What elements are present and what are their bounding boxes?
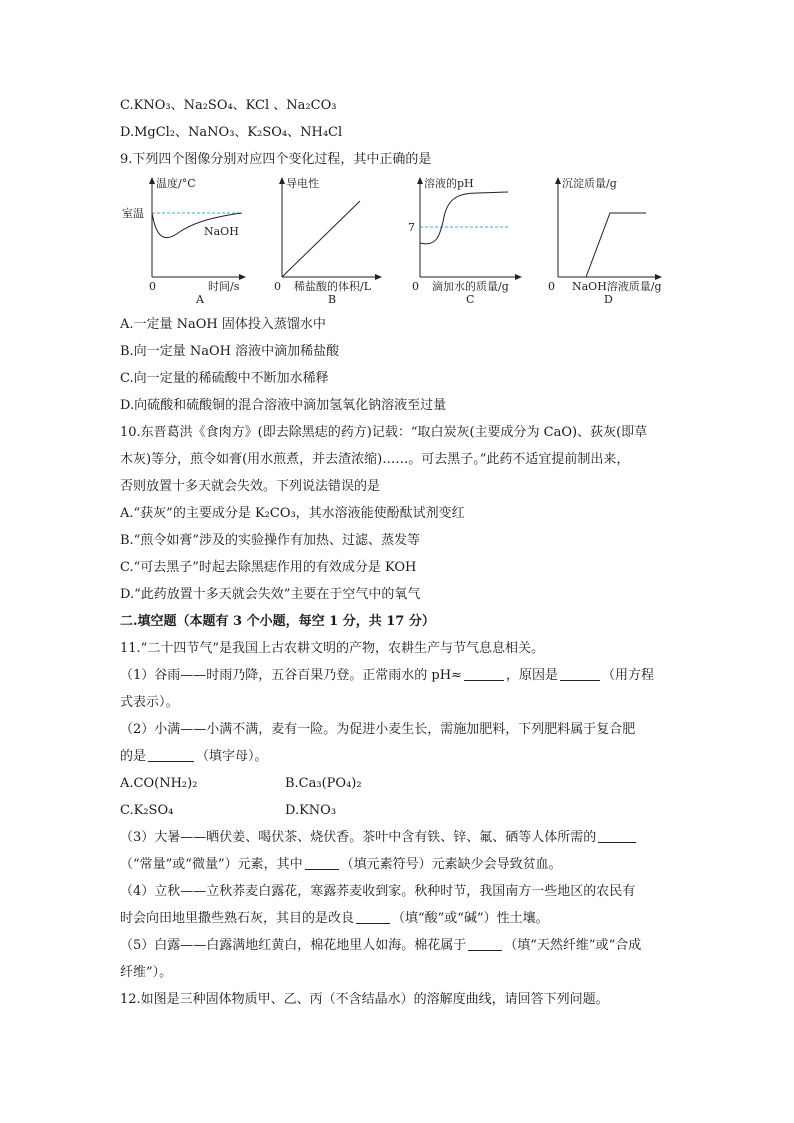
q11-part5-cont: 纤维”）。 xyxy=(120,965,173,980)
graph-c-ylabel: 溶液的pH xyxy=(424,177,474,190)
q9-option-b: B.向一定量 NaOH 溶液中滴加稀盐酸 xyxy=(120,344,340,359)
graph-c-svg xyxy=(400,175,540,305)
graph-d xyxy=(538,175,678,305)
q9-graphs xyxy=(120,175,680,305)
answer-blank-fiber[interactable] xyxy=(468,936,502,951)
q11-option-b: B.Ca₃(PO₄)₂ xyxy=(285,776,362,791)
graph-b-svg xyxy=(260,175,400,305)
graph-a-letter: A xyxy=(196,293,204,305)
q11-p3-text-b: （“常量”或“微量”）元素，其中 xyxy=(120,857,303,872)
graph-d-origin: 0 xyxy=(548,280,555,293)
answer-blank-fertilizer[interactable] xyxy=(148,747,194,762)
answer-blank-element-symbol[interactable] xyxy=(305,855,339,870)
answer-blank-ph[interactable] xyxy=(464,666,504,681)
answer-blank-soil[interactable] xyxy=(356,909,390,924)
q11-p5-text-b: （填“天然纤维”或“合成 xyxy=(504,938,642,953)
q11-part2-cont xyxy=(120,743,680,770)
q10-option-d: D.“此药放置十多天就会失效”主要在于空气中的氧气 xyxy=(120,587,421,602)
graph-c-ref-label: 7 xyxy=(408,221,415,234)
graph-d-svg xyxy=(538,175,680,305)
graph-a xyxy=(120,175,260,305)
q11-part3-cont xyxy=(120,851,680,878)
q9-option-d: D.向硫酸和硫酸铜的混合溶液中滴加氢氧化钠溶液至过量 xyxy=(120,398,447,413)
q11-p2-text-b: 的是 xyxy=(120,749,147,764)
q11-option-d: D.KNO₃ xyxy=(285,803,337,818)
q11-p3-text-c: （填元素符号）元素缺少会导致贫血。 xyxy=(340,857,562,872)
q11-p5-text-a: （5）白露——白露满地红黄白，棉花地里人如海。棉花属于 xyxy=(120,938,467,953)
graph-d-xlabel: NaOH溶液质量/g xyxy=(572,280,662,293)
q11-p4-text-b: 时会向田地里撒些熟石灰，其目的是改良 xyxy=(120,911,355,926)
exam-page xyxy=(120,92,680,1013)
q11-part3 xyxy=(120,824,680,851)
q11-part4: （4）立秋——立秋荞麦白露花，寒露荞麦收到家。秋种时节，我国南方一些地区的农民有 xyxy=(120,884,636,899)
q11-p1-text-a: （1）谷雨——时雨乃降，五谷百果乃登。正常雨水的 pH≈ xyxy=(120,668,462,683)
graph-c-origin: 0 xyxy=(412,280,419,293)
graph-a-origin: 0 xyxy=(149,280,156,293)
q11-option-c: C.K₂SO₄ xyxy=(120,803,174,818)
q8-option-d: D.MgCl₂、NaNO₃、K₂SO₄、NH₄Cl xyxy=(120,125,343,140)
q11-option-a: A.CO(NH₂)₂ xyxy=(120,776,198,791)
q11-p1-text-b: ，原因是 xyxy=(505,668,558,683)
graph-a-ylabel: 温度/°C xyxy=(156,177,196,190)
graph-b-origin: 0 xyxy=(274,280,281,293)
section-2-heading: 二.填空题（本题有 3 个小题，每空 1 分，共 17 分） xyxy=(120,614,435,629)
q11-p4-text-c: （填“酸”或“碱”）性土壤。 xyxy=(392,911,549,926)
graph-a-svg xyxy=(120,175,260,305)
q11-p1-text-c: （用方程 xyxy=(601,668,654,683)
q11-options-row2 xyxy=(120,797,680,824)
q11-p2-text-c: （填字母）。 xyxy=(196,749,268,764)
q10-stem-line3: 否则放置十多天就会失效。下列说法错误的是 xyxy=(120,479,381,494)
q11-part2: （2）小满——小满不满，麦有一险。为促进小麦生长，需施加肥料，下列肥料属于复合肥 xyxy=(120,722,636,737)
answer-blank-element-type[interactable] xyxy=(598,828,636,843)
q10-option-c: C.“可去黑子”时起去除黑痣作用的有效成分是 KOH xyxy=(120,560,417,575)
q11-options-row1 xyxy=(120,770,680,797)
q11-part5 xyxy=(120,932,680,959)
q9-option-a: A.一定量 NaOH 固体投入蒸馏水中 xyxy=(120,317,326,332)
q10-option-a: A.“获灰”的主要成分是 K₂CO₃，其水溶液能使酚酞试剂变红 xyxy=(120,506,465,521)
q10-option-b: B.“煎令如膏”涉及的实验操作有加热、过滤、蒸发等 xyxy=(120,533,420,548)
q11-part1-cont: 式表示）。 xyxy=(120,695,179,710)
graph-b xyxy=(260,175,400,305)
q10-stem-line1: 10.东晋葛洪《食肉方》(即去除黑痣的药方)记载：“取白炭灰(主要成分为 CaO)、荻灰(即草 xyxy=(120,425,648,440)
graph-c xyxy=(400,175,540,305)
graph-c-letter: C xyxy=(466,293,475,305)
q10-stem-line2: 木灰)等分，煎令如膏(用水煎煮，并去渣浓缩)……。可去黑子。”此药不适宜提前制出来， xyxy=(120,452,630,467)
graph-a-ref-label: 室温 xyxy=(122,207,144,220)
q11-part4-cont xyxy=(120,905,680,932)
q9-option-c: C.向一定量的稀硫酸中不断加水稀释 xyxy=(120,371,329,386)
q12-stem: 12.如图是三种固体物质甲、乙、丙（不含结晶水）的溶解度曲线，请回答下列问题。 xyxy=(120,992,609,1007)
graph-a-xlabel: 时间/s xyxy=(208,280,240,293)
q11-part1 xyxy=(120,662,680,689)
graph-c-xlabel: 滴加水的质量/g xyxy=(432,280,509,293)
graph-b-xlabel: 稀盐酸的体积/L xyxy=(294,280,372,293)
graph-d-letter: D xyxy=(604,293,613,305)
q9-stem: 9.下列四个图像分别对应四个变化过程，其中正确的是 xyxy=(120,152,432,167)
graph-a-curve-label: NaOH xyxy=(204,225,239,238)
graph-b-letter: B xyxy=(328,293,337,305)
q11-p3-text-a: （3）大暑——晒伏姜、喝伏茶、烧伏香。茶叶中含有铁、锌、氟、硒等人体所需的 xyxy=(120,830,597,845)
q8-option-c: C.KNO₃、Na₂SO₄、KCl 、Na₂CO₃ xyxy=(120,98,337,113)
graph-b-ylabel: 导电性 xyxy=(286,177,319,190)
answer-blank-equation[interactable] xyxy=(560,666,600,681)
graph-d-ylabel: 沉淀质量/g xyxy=(562,177,617,190)
q11-stem: 11.“二十四节气”是我国上古农耕文明的产物，农耕生产与节气息息相关。 xyxy=(120,641,544,656)
